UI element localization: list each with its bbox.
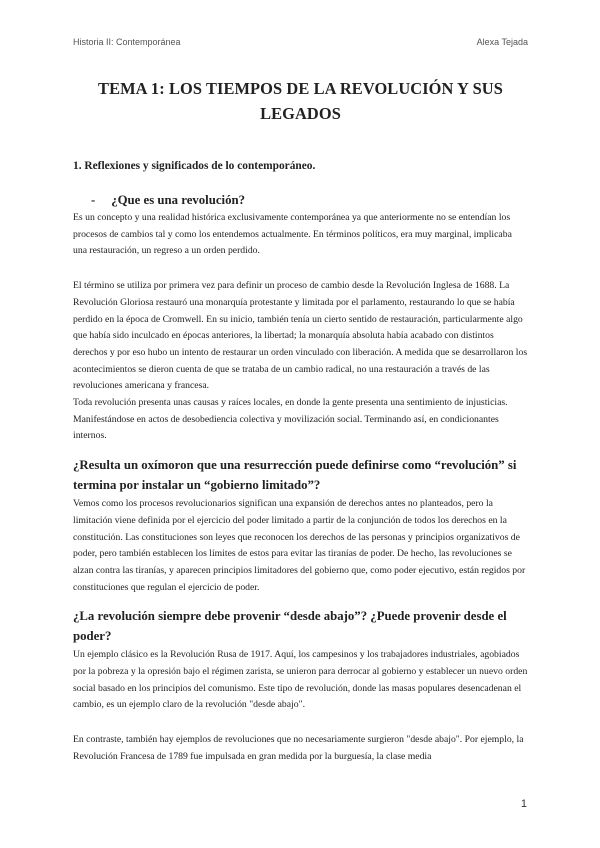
- bullet-dash: -: [91, 193, 96, 207]
- page-content: [73, 76, 528, 766]
- document-title: TEMA 1: LOS TIEMPOS DE LA REVOLUCIÓN Y SUS LEGADOS: [98, 79, 503, 123]
- subheading: [73, 192, 528, 208]
- paragraph: El término se utiliza por primera vez para definir un proceso de cambio desde la Revolución Inglesa de 1688. La Revolución Gloriosa restauró una monarquía protestante y limitada por el parlamento, restaurando lo que se había perdido en la época de Cromwell. En su inicio, también tenía un cierto sentido de restauración, particularmente algo que había sido inculcado en épocas anteriores, la libertad; la monarquía absoluta había acabado con distintos derechos y por eso hubo un intento de restaurar un orden vinculado con liberación. A medida que se desarrollaron los acontecimientos se dieron cuenta de que se trataba de un cambio radical, no una restauración a través de las revoluciones americana y francesa.: [73, 280, 528, 392]
- paragraph: Es un concepto y una realidad histórica exclusivamente contemporánea ya que anteriormente no se entendían los procesos de cambios tal y como los entendemos actualmente. En términos políticos, era muy marginal, implicaba una restauración, un regreso a un orden perdido.: [73, 212, 512, 257]
- question-heading: ¿Resulta un oxímoron que una resurrección puede definirse como “revolución” si termina por instalar un “gobierno limitado”?: [73, 458, 517, 493]
- section-heading: 1. Reflexiones y significados de lo contemporáneo.: [73, 160, 316, 172]
- subheading-text: ¿Que es una revolución?: [111, 193, 245, 207]
- paragraph: En contraste, también hay ejemplos de revoluciones que no necesariamente surgieron "desde abajo". Por ejemplo, la Revolución Francesa de 1789 fue impulsada en gran medida por la burguesía, la clase media: [73, 734, 524, 762]
- page-header: [73, 37, 528, 51]
- header-author: Alexa Tejada: [476, 37, 528, 47]
- paragraph: Un ejemplo clásico es la Revolución Rusa de 1917. Aquí, los campesinos y los trabajadores industriales, agobiados por la pobreza y la opresión bajo el régimen zarista, se unieron para derrocar al gobierno y establecer un nuevo orden social basado en los principios del comunismo. Este tipo de revolución, donde las masas populares desencadenan el cambio, es un ejemplo claro de la revolución "desde abajo".: [73, 649, 528, 711]
- page-number: 1: [520, 798, 527, 810]
- question-heading: ¿La revolución siempre debe provenir “desde abajo”? ¿Puede provenir desde el poder?: [73, 609, 507, 644]
- paragraph: Vemos como los procesos revolucionarios significan una expansión de derechos antes no planteados, pero la limitación viene definida por el ejercicio del poder limitado a partir de la conjunción de todos los derechos en la constitución. Las constituciones son leyes que reconocen los derechos de las personas y principios organizativos de poder, pero también establecen los límites de estos para evitar las tiranías de poder. De hecho, las revoluciones se alzan contra las tiranías, y aparecen principios limitadores del gobierno que, como poder ejecutivo, están regidos por constituciones que regulan el ejercicio de poder.: [73, 498, 526, 593]
- header-course-title: Historia II: Contemporánea: [73, 37, 181, 47]
- paragraph: Toda revolución presenta unas causas y raíces locales, en donde la gente presenta una sentimiento de injusticias. Manifestándose en actos de desobediencia colectiva y movilización social. Terminando así, en condicionantes internos.: [73, 397, 508, 442]
